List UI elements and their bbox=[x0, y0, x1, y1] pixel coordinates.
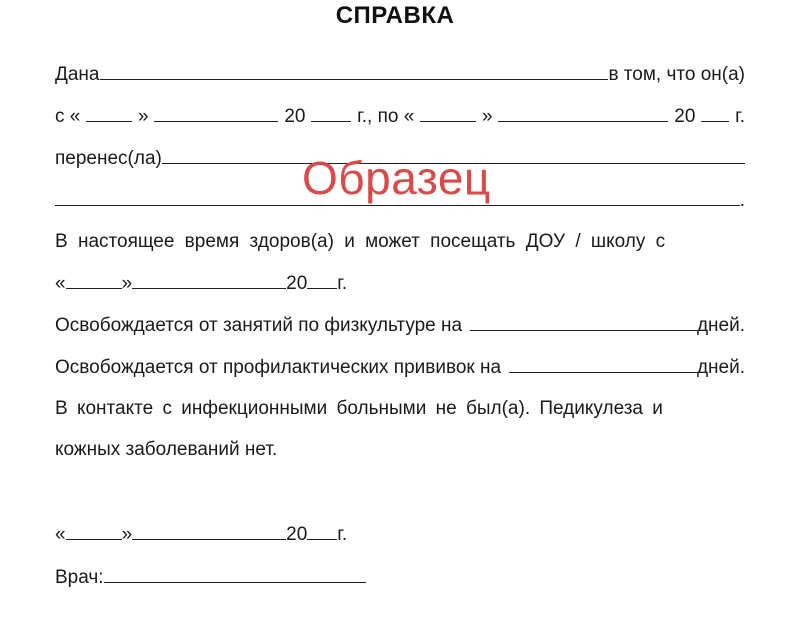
illness-end-suffix: . bbox=[739, 190, 745, 211]
line-contact bbox=[55, 397, 745, 421]
healthy-date-year: 20 bbox=[286, 273, 308, 294]
vaccine-exempt-suffix: дней. bbox=[696, 357, 745, 378]
healthy-date-day-field[interactable] bbox=[66, 271, 122, 289]
contact-text: В контакте с инфекционными больными не был(а). Педикулеза и bbox=[55, 398, 663, 419]
pe-exempt-suffix: дней. bbox=[696, 315, 745, 336]
period-from-day-field[interactable] bbox=[86, 104, 132, 122]
period-from-quote-close: » bbox=[138, 106, 149, 127]
line-contact-continued bbox=[55, 438, 745, 462]
period-to-month-field[interactable] bbox=[498, 104, 668, 122]
date-year: 20 bbox=[286, 524, 308, 545]
illness-prefix: перенес(ла) bbox=[55, 148, 162, 169]
healthy-text: В настоящее время здоров(а) и может посещать ДОУ / школу с bbox=[55, 231, 666, 252]
period-from-month-field[interactable] bbox=[154, 104, 278, 122]
vaccine-exempt-prefix: Освобождается от профилактических прививок на bbox=[55, 357, 502, 378]
line-period bbox=[55, 104, 745, 129]
date-prefix: « bbox=[55, 524, 66, 545]
date-day-field[interactable] bbox=[66, 522, 122, 540]
line-healthy bbox=[55, 230, 745, 254]
given-name-field[interactable] bbox=[100, 62, 609, 80]
document-title: СПРАВКА bbox=[335, 2, 455, 29]
healthy-date-month-field[interactable] bbox=[132, 271, 286, 289]
contact-continued-text: кожных заболеваний нет. bbox=[55, 439, 278, 460]
pe-exempt-days-field[interactable] bbox=[470, 313, 697, 331]
period-from-year: 20 bbox=[284, 106, 306, 127]
pe-exempt-prefix: Освобождается от занятий по физкультуре на bbox=[55, 315, 463, 336]
healthy-date-year-field[interactable] bbox=[307, 271, 337, 289]
date-year-field[interactable] bbox=[307, 522, 337, 540]
date-suffix: г. bbox=[337, 524, 348, 545]
line-date bbox=[55, 522, 745, 547]
vaccine-exempt-days-field[interactable] bbox=[509, 355, 697, 373]
line-healthy-date bbox=[55, 271, 745, 296]
healthy-date-suffix: г. bbox=[337, 273, 348, 294]
healthy-date-prefix: « bbox=[55, 273, 66, 294]
period-to-day-field[interactable] bbox=[420, 104, 476, 122]
period-from-prefix: с « bbox=[55, 106, 81, 127]
period-from-year-field[interactable] bbox=[311, 104, 351, 122]
period-to-quote-close: » bbox=[481, 106, 493, 127]
healthy-date-quote-close: » bbox=[121, 273, 133, 294]
given-suffix: в том, что он(а) bbox=[608, 64, 745, 85]
line-pe-exempt bbox=[55, 313, 745, 338]
given-prefix: Дана bbox=[55, 64, 100, 85]
date-month-field[interactable] bbox=[132, 522, 286, 540]
period-to-year-field[interactable] bbox=[701, 104, 729, 122]
line-vaccine-exempt bbox=[55, 355, 745, 380]
doctor-label: Врач: bbox=[55, 567, 104, 588]
date-quote-close: » bbox=[121, 524, 133, 545]
period-from-suffix: г., по « bbox=[357, 106, 415, 127]
doctor-signature-field[interactable] bbox=[104, 565, 366, 583]
period-to-year: 20 bbox=[674, 106, 696, 127]
period-to-suffix: г. bbox=[735, 106, 745, 127]
line-given bbox=[55, 62, 745, 87]
line-doctor bbox=[55, 565, 745, 590]
sample-watermark: Образец bbox=[302, 152, 491, 204]
